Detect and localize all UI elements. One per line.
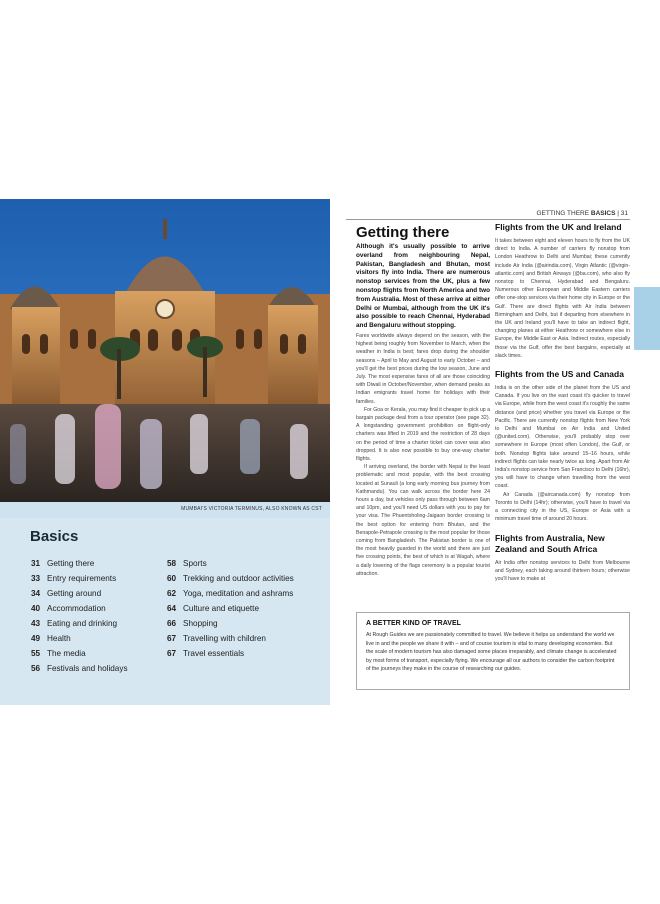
- toc-right-column: [167, 556, 294, 661]
- toc-page-number: 55: [31, 649, 41, 658]
- toc-page-number: 56: [31, 664, 41, 673]
- callout-text: At Rough Guides we are passionately committed to travel. We believe it helps us understand the world we live in and the people we share it with – and of course tourism is vital to many developing economies. But the scale of modern tourism has also damaged some places irreparably, and climate change is accelerated by most forms of transport, especially flying. We encourage all our authors to consider the carbon footprint of the journeys they make in the course of researching our guides.: [366, 632, 617, 673]
- photo-caption-bar: [0, 502, 330, 518]
- toc-item[interactable]: [167, 616, 294, 631]
- toc-item[interactable]: [31, 601, 128, 616]
- toc-label: Eating and drinking: [47, 619, 118, 628]
- toc-label: Trekking and outdoor activities: [183, 574, 294, 583]
- section-heading-us: Flights from the US and Canada: [495, 369, 624, 380]
- toc-page-number: 31: [31, 559, 41, 568]
- section-text-australia: Air India offer nonstop services to Delhi from Melbourne and Sydney, each taking around thirteen hours; otherwise you'll have to make at: [495, 559, 630, 582]
- running-head-divider: |: [617, 210, 619, 217]
- toc-page-number: 40: [31, 604, 41, 613]
- toc-label: Sports: [183, 559, 207, 568]
- toc-label: Yoga, meditation and ashrams: [183, 589, 294, 598]
- section-text-us: India is on the other side of the planet from the US and Canada. If you live on the east coast it's quicker to travel via Europe, while from the west coast it's roughly the same distance (and price) whether you travel via Europe or the Pacific. There are currently nonstop flights from New York to Delhi and Mumbai on Air India and United (@united.com). Otherwise, you'll probably stop over somewhere in Europe (most often London), the Gulf, or both. Nonstop flights take around 15–16 hours, while indirect flights can take nearly twice as long. Apart from Air India's nonstop service from San Francisco to Delhi (16hr), you will have to change when travelling from the west coast.: [495, 385, 630, 490]
- section-text-uk: It takes between eight and eleven hours to fly from the UK direct to India. A number of carriers fly nonstop from London Heathrow to Delhi and Mumbai; these currently include Air India (@airindia.com), Virgin Atlantic (@virgin-atlantic.com) and British Airways (@ba.com), who also fly nonstop to Chennai, Hyderabad and Bengaluru. Numerous other European and Middle Eastern carriers offer one-stop services via their home city in Europe or the Gulf. There are direct flights with Air India between Birmingham and Delhi, but if departing from elsewhere in the UK and Ireland you'll have to take an indirect flight, changing planes at either Heathrow or somewhere else in Europe, the Middle East or Asia. Indirect routes, especially those via the Gulf, offer the best bargains, especially at slack times.: [495, 238, 630, 359]
- toc-label: Entry requirements: [47, 574, 117, 583]
- article-column-2: [495, 222, 630, 583]
- toc-item[interactable]: [167, 631, 294, 646]
- photo-caption: MUMBAI'S VICTORIA TERMINUS, ALSO KNOWN AS CST: [181, 506, 322, 512]
- toc-page-number: 60: [167, 574, 177, 583]
- toc-item[interactable]: [167, 556, 294, 571]
- toc-item[interactable]: [167, 571, 294, 586]
- station-photo: [0, 199, 330, 502]
- article-title: Getting there: [356, 224, 450, 241]
- station-illustration: [0, 199, 330, 502]
- toc-page-number: 34: [31, 589, 41, 598]
- toc-item[interactable]: [31, 586, 128, 601]
- section-text-us-2: Air Canada (@aircanada.com) fly nonstop from Toronto to Delhi (14hr); otherwise, you'll have to travel via a connecting city in the US, Europe or Asia with a minimum travel time of around 20 hours.: [495, 491, 630, 523]
- toc-page-number: 43: [31, 619, 41, 628]
- running-head-name: BASICS: [590, 210, 616, 217]
- toc-label: Travel essentials: [183, 649, 245, 658]
- toc-left-column: [31, 556, 128, 676]
- article-paragraph: For Goa or Kerala, you may find it cheaper to pick up a bargain package deal from a tour operator (see page 32). A longstanding government prohibition on flight-only charters was lifted in 2019 and the restriction of 28 days on the period of time a charter ticket can cover was also dropped. It is also now possible to buy one-way charter flights.: [356, 406, 491, 463]
- article-column-1: [356, 243, 490, 578]
- page-number: 31: [620, 210, 628, 217]
- basics-title: Basics: [30, 528, 79, 545]
- section-heading-uk: Flights from the UK and Ireland: [495, 222, 622, 232]
- running-head-section: GETTING THERE: [536, 210, 590, 217]
- toc-label: Accommodation: [47, 604, 106, 613]
- article-paragraph: Fares worldwide always depend on the season, with the highest being roughly from November to March, when the weather in India is best; fares drop during the shoulder seasons – April to May and August to early October – and you'll get the best prices during the low season, June and July. The most expensive fares of all are those coinciding with Diwali in October/November, when demand peaks as Indian emigrants travel home for holidays with their families.: [356, 332, 490, 405]
- toc-page-number: 58: [167, 559, 177, 568]
- toc-item[interactable]: [31, 661, 128, 676]
- toc-item[interactable]: [167, 646, 294, 661]
- section-heading-australia: Flights from Australia, New Zealand and South Africa: [495, 532, 605, 554]
- toc-item[interactable]: [31, 556, 128, 571]
- toc-label: The media: [47, 649, 86, 658]
- toc-item[interactable]: [31, 571, 128, 586]
- toc-page-number: 62: [167, 589, 177, 598]
- toc-page-number: 49: [31, 634, 41, 643]
- running-head: [420, 210, 628, 217]
- toc-page-number: 33: [31, 574, 41, 583]
- basics-contents-panel: [0, 518, 330, 705]
- toc-label: Health: [47, 634, 71, 643]
- toc-label: Culture and etiquette: [183, 604, 260, 613]
- toc-item[interactable]: [31, 616, 128, 631]
- article-intro: Although it's usually possible to arrive overland from neighbouring Nepal, Pakistan, Bangladesh and Bhutan, most visitors fly into India. There are numerous nonstop services from the UK, plus a few nonstop flights from North America and two from Australia. Most of these arrive at either Delhi or Mumbai, although from the UK it's also possible to reach Chennai, Hyderabad and Bengaluru without stopping.: [356, 243, 490, 330]
- toc-item[interactable]: [167, 601, 294, 616]
- better-travel-callout: [356, 612, 630, 690]
- toc-label: Getting around: [47, 589, 102, 598]
- toc-item[interactable]: [31, 646, 128, 661]
- callout-title: A BETTER KIND OF TRAVEL: [366, 620, 461, 627]
- toc-item[interactable]: [167, 586, 294, 601]
- article-paragraph: If arriving overland, the border with Nepal is the least problematic and most popular, with the best crossing located at Sunauli (a long early morning bus journey from Kathmandu). You can walk across the border here 24 hours a day, but vehicles only pass through between 6am and 10pm, and you'll need US dollars with you to pay for your visa. The Phuentsholing-Jaigaon border crossing is the best option for entering from Bhutan, and the Benapole-Petrapole crossing is the most popular for those coming from Bangladesh. The Pakistan border is one of the most heavily guarded in the world and there are just five crossing points, the best of which is at Wagah, where a daily lowering of the flags ceremony is a popular tourist attraction.: [356, 464, 490, 577]
- toc-page-number: 64: [167, 604, 177, 613]
- toc-page-number: 66: [167, 619, 177, 628]
- toc-label: Festivals and holidays: [47, 664, 128, 673]
- toc-label: Travelling with children: [183, 634, 266, 643]
- toc-label: Shopping: [183, 619, 218, 628]
- toc-page-number: 67: [167, 649, 177, 658]
- toc-label: Getting there: [47, 559, 95, 568]
- toc-page-number: 67: [167, 634, 177, 643]
- toc-item[interactable]: [31, 631, 128, 646]
- chapter-tab: [634, 287, 660, 350]
- header-rule: [346, 219, 630, 220]
